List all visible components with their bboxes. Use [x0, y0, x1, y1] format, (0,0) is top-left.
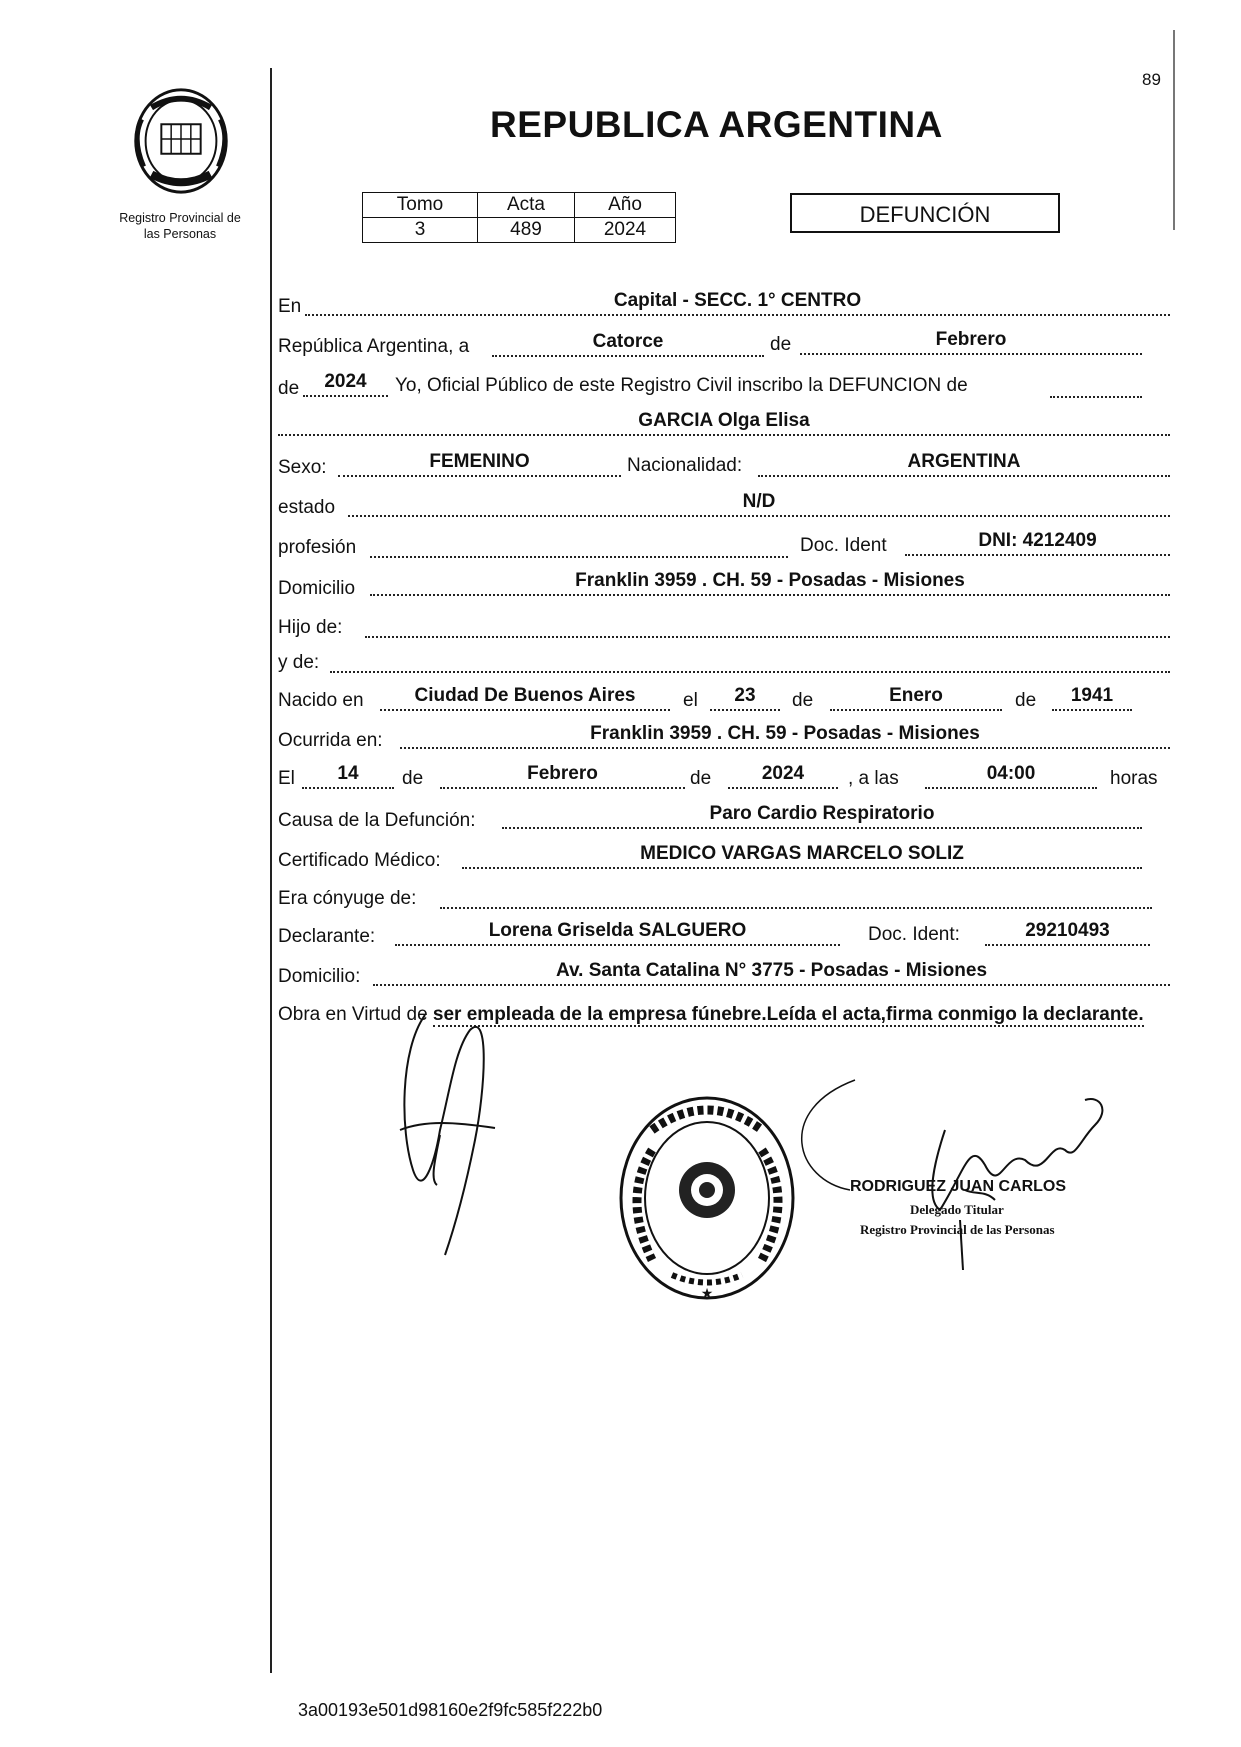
registry-table — [362, 192, 676, 243]
label-conyuge: Era cónyuge de: — [278, 888, 417, 909]
label-estado: estado — [278, 497, 336, 518]
official-stamp-icon — [612, 1090, 802, 1305]
label-domicilio-declarant: Domicilio: — [278, 966, 361, 987]
declarant-signature-icon — [395, 1010, 505, 1260]
official-role: Delegado Titular — [910, 1202, 1004, 1217]
label-domicilio: Domicilio — [278, 578, 356, 599]
document-title: REPUBLICA ARGENTINA — [490, 104, 943, 145]
label-de-year: de — [278, 378, 300, 399]
page-number: 89 — [1142, 70, 1161, 89]
table-value-tomo: 3 — [363, 218, 478, 243]
table-value-anio: 2024 — [575, 218, 676, 243]
official-name: RODRIGUEZ JUAN CARLOS — [850, 1178, 1067, 1195]
label-profesion: profesión — [278, 537, 357, 558]
field-doc-ident: DNI: 4212409 — [905, 530, 1170, 556]
field-death-place: Franklin 3959 . CH. 59 - Posadas - Misiones — [400, 723, 1170, 749]
label-yo: Yo, Oficial Público de este Registro Civil inscribo la DEFUNCION de — [395, 375, 968, 396]
official-office: Registro Provincial de las Personas — [860, 1222, 1055, 1237]
label-a-las: , a las — [848, 768, 899, 789]
label-de-death-month: de — [402, 768, 424, 789]
margin-line — [270, 68, 272, 1673]
table-header-tomo: Tomo — [363, 193, 478, 218]
document-hash: 3a00193e501d98160e2f9fc585f222b0 — [298, 1700, 603, 1720]
label-y-de: y de: — [278, 652, 320, 673]
label-nacido-en: Nacido en — [278, 690, 364, 711]
seal-caption: Registro Provincial de las Personas — [119, 211, 241, 241]
field-spouse — [440, 883, 1152, 909]
label-causa: Causa de la Defunción: — [278, 810, 476, 831]
table-value-acta: 489 — [478, 218, 575, 243]
field-cause: Paro Cardio Respiratorio — [502, 803, 1142, 829]
field-birth-month: Enero — [830, 685, 1002, 711]
field-birth-place: Ciudad De Buenos Aires — [380, 685, 670, 711]
label-de-birth-year: de — [1015, 690, 1037, 711]
field-estado: N/D — [348, 491, 1170, 517]
label-de-month: de — [770, 334, 792, 355]
field-death-day: 14 — [302, 763, 394, 789]
label-en: En — [278, 296, 302, 317]
field-sexo: FEMENINO — [338, 451, 621, 477]
field-hijo-de — [365, 612, 1170, 638]
svg-text:★: ★ — [700, 1285, 714, 1301]
official-signature-block — [850, 1178, 1066, 1238]
label-el-birth: el — [683, 690, 698, 711]
field-day-words: Catorce — [492, 331, 764, 357]
label-declarante: Declarante: — [278, 926, 376, 947]
field-month: Febrero — [800, 329, 1142, 355]
table-header-anio: Año — [575, 193, 676, 218]
field-domicilio: Franklin 3959 . CH. 59 - Posadas - Misiones — [370, 570, 1170, 596]
provincial-seal-icon — [122, 80, 240, 198]
field-place: Capital - SECC. 1° CENTRO — [305, 290, 1170, 316]
label-obra: Obra en Virtud de — [278, 1004, 428, 1025]
field-medical-certificate: MEDICO VARGAS MARCELO SOLIZ — [462, 843, 1142, 869]
record-type-box: DEFUNCIÓN — [790, 193, 1060, 233]
scan-edge-mark — [1173, 30, 1175, 230]
label-nacionalidad: Nacionalidad: — [627, 455, 743, 476]
field-y-de — [330, 647, 1170, 673]
field-profesion — [370, 532, 788, 558]
official-signature-icon — [795, 1070, 1125, 1270]
field-nacionalidad: ARGENTINA — [758, 451, 1170, 477]
field-declarant: Lorena Griselda SALGUERO — [395, 920, 840, 946]
field-deceased-name: GARCIA Olga Elisa — [278, 410, 1170, 436]
field-year: 2024 — [303, 371, 388, 397]
label-de-death-year: de — [690, 768, 712, 789]
label-republica: República Argentina, a — [278, 336, 470, 357]
field-death-month: Febrero — [440, 763, 685, 789]
label-certificado: Certificado Médico: — [278, 850, 441, 871]
label-horas: horas — [1110, 768, 1158, 789]
label-doc-ident-declarant: Doc. Ident: — [868, 924, 960, 945]
field-yo-continuation — [1050, 372, 1142, 398]
field-birth-day: 23 — [710, 685, 780, 711]
label-de-birth-month: de — [792, 690, 814, 711]
field-declarant-doc: 29210493 — [985, 920, 1150, 946]
field-death-year: 2024 — [728, 763, 838, 789]
label-sexo: Sexo: — [278, 457, 327, 478]
label-el-death: El — [278, 768, 295, 789]
table-header-acta: Acta — [478, 193, 575, 218]
field-declarant-address: Av. Santa Catalina N° 3775 - Posadas - Misiones — [373, 960, 1170, 986]
field-death-time: 04:00 — [925, 763, 1097, 789]
label-doc-ident: Doc. Ident — [800, 535, 887, 556]
field-obra-text: ser empleada de la empresa fúnebre.Leída el acta,firma conmigo la declarante. — [432, 1004, 1144, 1025]
label-hijo-de: Hijo de: — [278, 617, 343, 638]
label-ocurrida-en: Ocurrida en: — [278, 730, 383, 751]
field-birth-year: 1941 — [1052, 685, 1132, 711]
